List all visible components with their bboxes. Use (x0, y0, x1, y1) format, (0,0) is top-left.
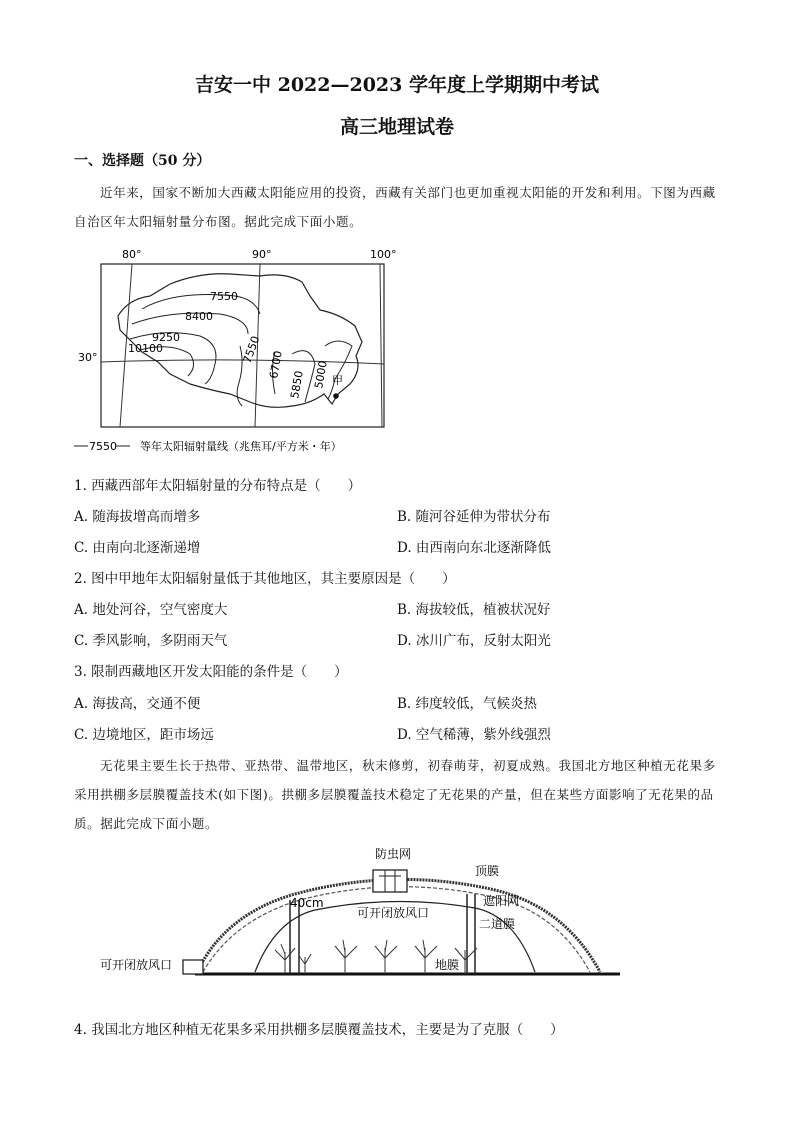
lon-label: 90° (252, 248, 272, 261)
isoline-label: 7550 (210, 290, 238, 303)
option-a[interactable]: A. 海拔高，交通不便 (74, 696, 201, 712)
option-c[interactable]: C. 边境地区，距市场远 (74, 727, 214, 743)
option-a[interactable]: A. 随海拔增高而增多 (74, 509, 201, 525)
isoline-label: 5850 (288, 369, 306, 400)
option-c[interactable]: C. 季风影响，多阴雨天气 (74, 633, 228, 649)
isoline-label: 9250 (152, 331, 180, 344)
option-d[interactable]: D. 冰川广布，反射太阳光 (397, 633, 551, 649)
label-top-film: 顶膜 (475, 864, 500, 878)
greenhouse-diagram (95, 842, 630, 987)
lat-label: 30° (78, 351, 98, 364)
question-stem: 3. 限制西藏地区开发太阳能的条件是（ ） (74, 664, 348, 680)
place-label: 甲 (332, 374, 343, 387)
label-shade-net: 遮阳网 (483, 894, 520, 908)
section-heading: 一、选择题（50 分） (74, 153, 211, 169)
meridian-100 (380, 264, 382, 427)
label-distance: 40cm (290, 896, 324, 910)
option-a[interactable]: A. 地处河谷，空气密度大 (74, 602, 228, 618)
option-d[interactable]: D. 空气稀薄，紫外线强烈 (397, 727, 551, 743)
label-insect-net: 防虫网 (375, 847, 412, 861)
isoline-7550-central (237, 346, 242, 406)
legend-text: 等年太阳辐射量线（兆焦耳/平方米・年） (140, 440, 342, 453)
intro-paragraph-2: 无花果主要生长于热带、亚热带、温带地区，秋末修剪，初春萌芽，初夏成熟。我国北方地区种植无花果多采用拱棚多层膜覆盖技术(如下图)。拱棚多层膜覆盖技术稳定了无花果的产量，但在某些方面影响了无花果的品质。据此完成下面小题。 (74, 758, 716, 831)
side-vent-box (183, 960, 203, 974)
question-stem: 2. 图中甲地年太阳辐射量低于其他地区，其主要原因是（ ） (74, 571, 456, 587)
legend-value: 7550 (89, 440, 117, 453)
label-second-film: 二道膜 (479, 917, 516, 931)
top-vent-box (373, 870, 407, 892)
isoline-label: 5000 (312, 359, 330, 390)
option-d[interactable]: D. 由西南向东北逐渐降低 (397, 540, 551, 556)
exam-subtitle: 高三地理试卷 (339, 116, 454, 138)
isoline-label: 6700 (267, 349, 285, 380)
option-b[interactable]: B. 纬度较低，气候炎热 (397, 696, 538, 712)
question-stem: 4. 我国北方地区种植无花果多采用拱棚多层膜覆盖技术，主要是为了克服（ ） (74, 1022, 564, 1038)
label-ground-film: 地膜 (435, 958, 460, 972)
lon-label: 100° (370, 248, 397, 261)
isoline-label: 10100 (128, 342, 163, 355)
isoline-label: 7550 (240, 334, 263, 366)
question-stem: 1. 西藏西部年太阳辐射量的分布特点是（ ） (74, 478, 362, 494)
label-vent-top: 可开闭放风口 (357, 906, 430, 920)
isoline-5000 (325, 341, 352, 399)
tibet-radiation-map (70, 244, 430, 459)
place-marker (333, 393, 339, 399)
option-b[interactable]: B. 海拔较低，植被状况好 (397, 602, 551, 618)
intro-paragraph-1: 近年来，国家不断加大西藏太阳能应用的投资，西藏有关部门也更加重视太阳能的开发和利用。下图为西藏自治区年太阳辐射量分布图。据此完成下面小题。 (74, 185, 716, 229)
option-b[interactable]: B. 随河谷延伸为带状分布 (397, 509, 551, 525)
top-film (197, 879, 600, 972)
lon-label: 80° (122, 248, 142, 261)
exam-title: 吉安一中 2022—2023 学年度上学期期中考试 (195, 74, 599, 96)
isoline-label: 8400 (185, 310, 213, 323)
option-c[interactable]: C. 由南向北逐渐递增 (74, 540, 201, 556)
label-vent-side: 可开闭放风口 (100, 958, 173, 972)
